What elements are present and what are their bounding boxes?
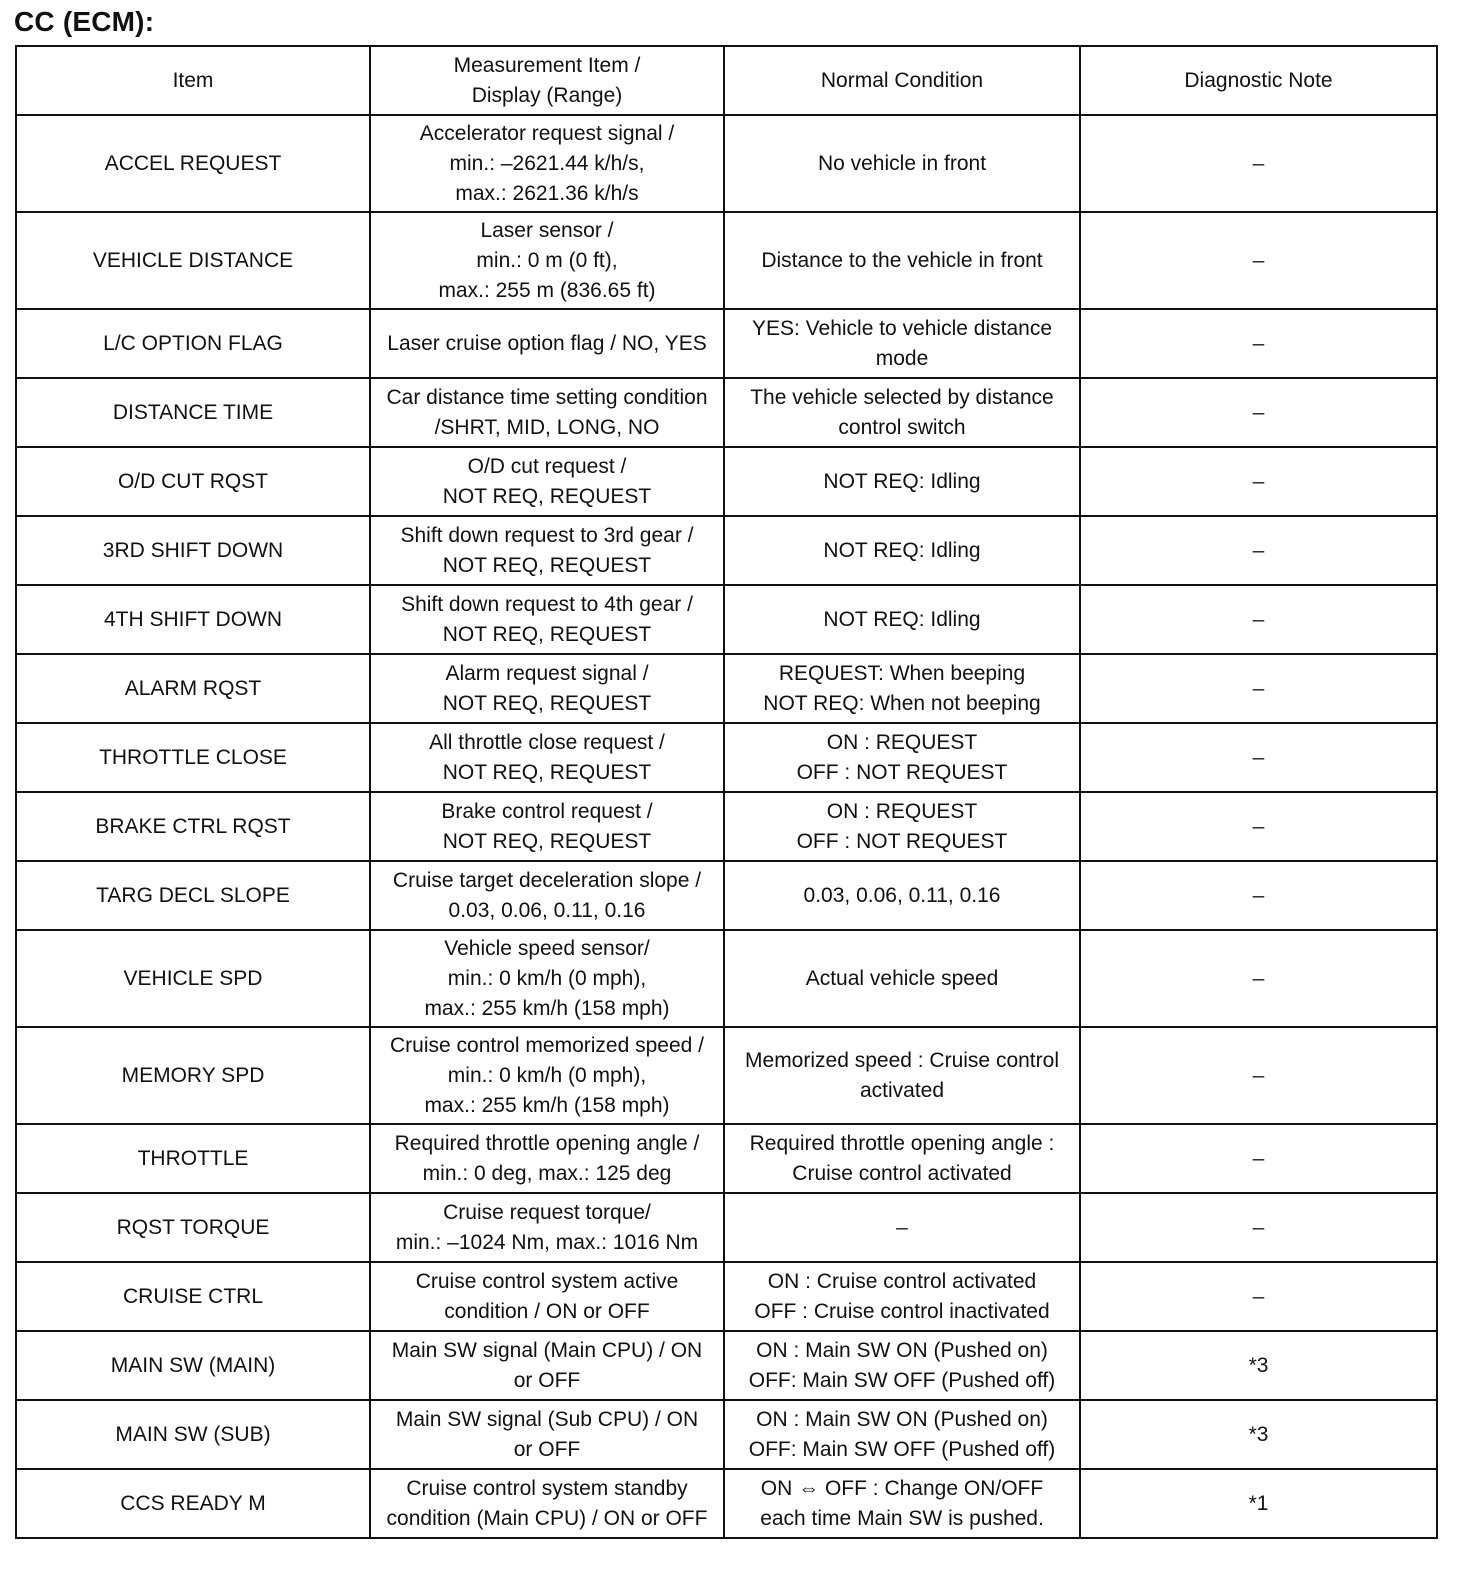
cell-normal-condition: Memorized speed : Cruise control activated [724, 1027, 1080, 1124]
column-header-measurement: Measurement Item / Display (Range) [370, 46, 724, 115]
cell-item: MEMORY SPD [16, 1027, 370, 1124]
cell-normal-condition: ON : Cruise control activated OFF : Cruise control inactivated [724, 1262, 1080, 1331]
cell-normal-condition: Actual vehicle speed [724, 930, 1080, 1027]
cell-measurement: Cruise request torque/ min.: –1024 Nm, max.: 1016 Nm [370, 1193, 724, 1262]
cell-item: CCS READY M [16, 1469, 370, 1538]
cell-normal-condition: ON : Main SW ON (Pushed on) OFF: Main SW OFF (Pushed off) [724, 1331, 1080, 1400]
cell-diagnostic-note: – [1080, 930, 1437, 1027]
cell-diagnostic-note: – [1080, 309, 1437, 378]
cell-diagnostic-note: – [1080, 212, 1437, 309]
cell-item: ACCEL REQUEST [16, 115, 370, 212]
cell-normal-condition: The vehicle selected by distance control switch [724, 378, 1080, 447]
cell-diagnostic-note: – [1080, 585, 1437, 654]
cell-item: ALARM RQST [16, 654, 370, 723]
cell-measurement: Cruise control system active condition / ON or OFF [370, 1262, 724, 1331]
column-header-item: Item [16, 46, 370, 115]
cell-measurement: All throttle close request / NOT REQ, REQUEST [370, 723, 724, 792]
cell-diagnostic-note: – [1080, 447, 1437, 516]
table-row [16, 1262, 1437, 1331]
cell-diagnostic-note: – [1080, 654, 1437, 723]
cell-measurement: Brake control request / NOT REQ, REQUEST [370, 792, 724, 861]
cell-diagnostic-note: – [1080, 516, 1437, 585]
table-row [16, 378, 1437, 447]
cell-measurement: Vehicle speed sensor/ min.: 0 km/h (0 mph), max.: 255 km/h (158 mph) [370, 930, 724, 1027]
table-row [16, 723, 1437, 792]
cell-diagnostic-note: – [1080, 861, 1437, 930]
table-row [16, 861, 1437, 930]
cell-normal-condition: NOT REQ: Idling [724, 585, 1080, 654]
cell-normal-condition: 0.03, 0.06, 0.11, 0.16 [724, 861, 1080, 930]
cell-measurement: Laser cruise option flag / NO, YES [370, 309, 724, 378]
page-title: CC (ECM): [14, 6, 155, 37]
cell-normal-condition: ON : REQUEST OFF : NOT REQUEST [724, 723, 1080, 792]
cell-item: 4TH SHIFT DOWN [16, 585, 370, 654]
table-header-row [16, 46, 1437, 115]
table-row [16, 930, 1437, 1027]
cell-item: THROTTLE [16, 1124, 370, 1193]
cell-diagnostic-note: – [1080, 378, 1437, 447]
cell-item: VEHICLE SPD [16, 930, 370, 1027]
cell-item: MAIN SW (SUB) [16, 1400, 370, 1469]
cell-item: O/D CUT RQST [16, 447, 370, 516]
cell-item: 3RD SHIFT DOWN [16, 516, 370, 585]
cell-diagnostic-note: – [1080, 792, 1437, 861]
cell-diagnostic-note: *3 [1080, 1400, 1437, 1469]
cell-item: TARG DECL SLOPE [16, 861, 370, 930]
cell-normal-condition: Required throttle opening angle : Cruise control activated [724, 1124, 1080, 1193]
cell-normal-condition: ON : REQUEST OFF : NOT REQUEST [724, 792, 1080, 861]
cell-normal-condition: REQUEST: When beeping NOT REQ: When not beeping [724, 654, 1080, 723]
cell-measurement: Alarm request signal / NOT REQ, REQUEST [370, 654, 724, 723]
cell-diagnostic-note: – [1080, 115, 1437, 212]
column-header-normal-condition: Normal Condition [724, 46, 1080, 115]
table-row [16, 654, 1437, 723]
table-row [16, 516, 1437, 585]
cell-measurement: Accelerator request signal / min.: –2621.44 k/h/s, max.: 2621.36 k/h/s [370, 115, 724, 212]
table-row [16, 1331, 1437, 1400]
cell-diagnostic-note: – [1080, 723, 1437, 792]
cell-item: BRAKE CTRL RQST [16, 792, 370, 861]
cell-measurement: Cruise target deceleration slope / 0.03, 0.06, 0.11, 0.16 [370, 861, 724, 930]
cell-normal-condition: NOT REQ: Idling [724, 447, 1080, 516]
cell-measurement: Shift down request to 4th gear / NOT REQ, REQUEST [370, 585, 724, 654]
cell-measurement: Required throttle opening angle / min.: 0 deg, max.: 125 deg [370, 1124, 724, 1193]
cell-measurement: Laser sensor / min.: 0 m (0 ft), max.: 255 m (836.65 ft) [370, 212, 724, 309]
cell-item: CRUISE CTRL [16, 1262, 370, 1331]
cell-measurement: O/D cut request / NOT REQ, REQUEST [370, 447, 724, 516]
cell-measurement: Main SW signal (Sub CPU) / ON or OFF [370, 1400, 724, 1469]
cell-normal-condition: NOT REQ: Idling [724, 516, 1080, 585]
cell-measurement: Car distance time setting condition /SHRT, MID, LONG, NO [370, 378, 724, 447]
table-row [16, 309, 1437, 378]
cell-normal-condition: ON ⇔ OFF : Change ON/OFF each time Main SW is pushed. [724, 1469, 1080, 1538]
table-row [16, 1124, 1437, 1193]
table-row [16, 1469, 1437, 1538]
table-row [16, 1193, 1437, 1262]
cell-normal-condition: ON : Main SW ON (Pushed on) OFF: Main SW OFF (Pushed off) [724, 1400, 1080, 1469]
cell-measurement: Shift down request to 3rd gear / NOT REQ, REQUEST [370, 516, 724, 585]
table-row [16, 585, 1437, 654]
cell-diagnostic-note: *1 [1080, 1469, 1437, 1538]
table-row [16, 792, 1437, 861]
cell-diagnostic-note: – [1080, 1262, 1437, 1331]
data-list-table [15, 45, 1438, 1539]
cell-item: RQST TORQUE [16, 1193, 370, 1262]
cell-item: DISTANCE TIME [16, 378, 370, 447]
cell-normal-condition: YES: Vehicle to vehicle distance mode [724, 309, 1080, 378]
cell-normal-condition: No vehicle in front [724, 115, 1080, 212]
table-row [16, 1400, 1437, 1469]
cell-normal-condition: Distance to the vehicle in front [724, 212, 1080, 309]
cell-item: MAIN SW (MAIN) [16, 1331, 370, 1400]
cell-diagnostic-note: – [1080, 1124, 1437, 1193]
cell-item: THROTTLE CLOSE [16, 723, 370, 792]
cell-measurement: Cruise control memorized speed / min.: 0 km/h (0 mph), max.: 255 km/h (158 mph) [370, 1027, 724, 1124]
cell-measurement: Cruise control system standby condition (Main CPU) / ON or OFF [370, 1469, 724, 1538]
cell-diagnostic-note: – [1080, 1027, 1437, 1124]
table-row [16, 212, 1437, 309]
column-header-diagnostic-note: Diagnostic Note [1080, 46, 1437, 115]
cell-item: L/C OPTION FLAG [16, 309, 370, 378]
cell-measurement: Main SW signal (Main CPU) / ON or OFF [370, 1331, 724, 1400]
cell-item: VEHICLE DISTANCE [16, 212, 370, 309]
cell-normal-condition: – [724, 1193, 1080, 1262]
cell-diagnostic-note: – [1080, 1193, 1437, 1262]
table-row [16, 447, 1437, 516]
table-row [16, 115, 1437, 212]
cell-diagnostic-note: *3 [1080, 1331, 1437, 1400]
table-row [16, 1027, 1437, 1124]
